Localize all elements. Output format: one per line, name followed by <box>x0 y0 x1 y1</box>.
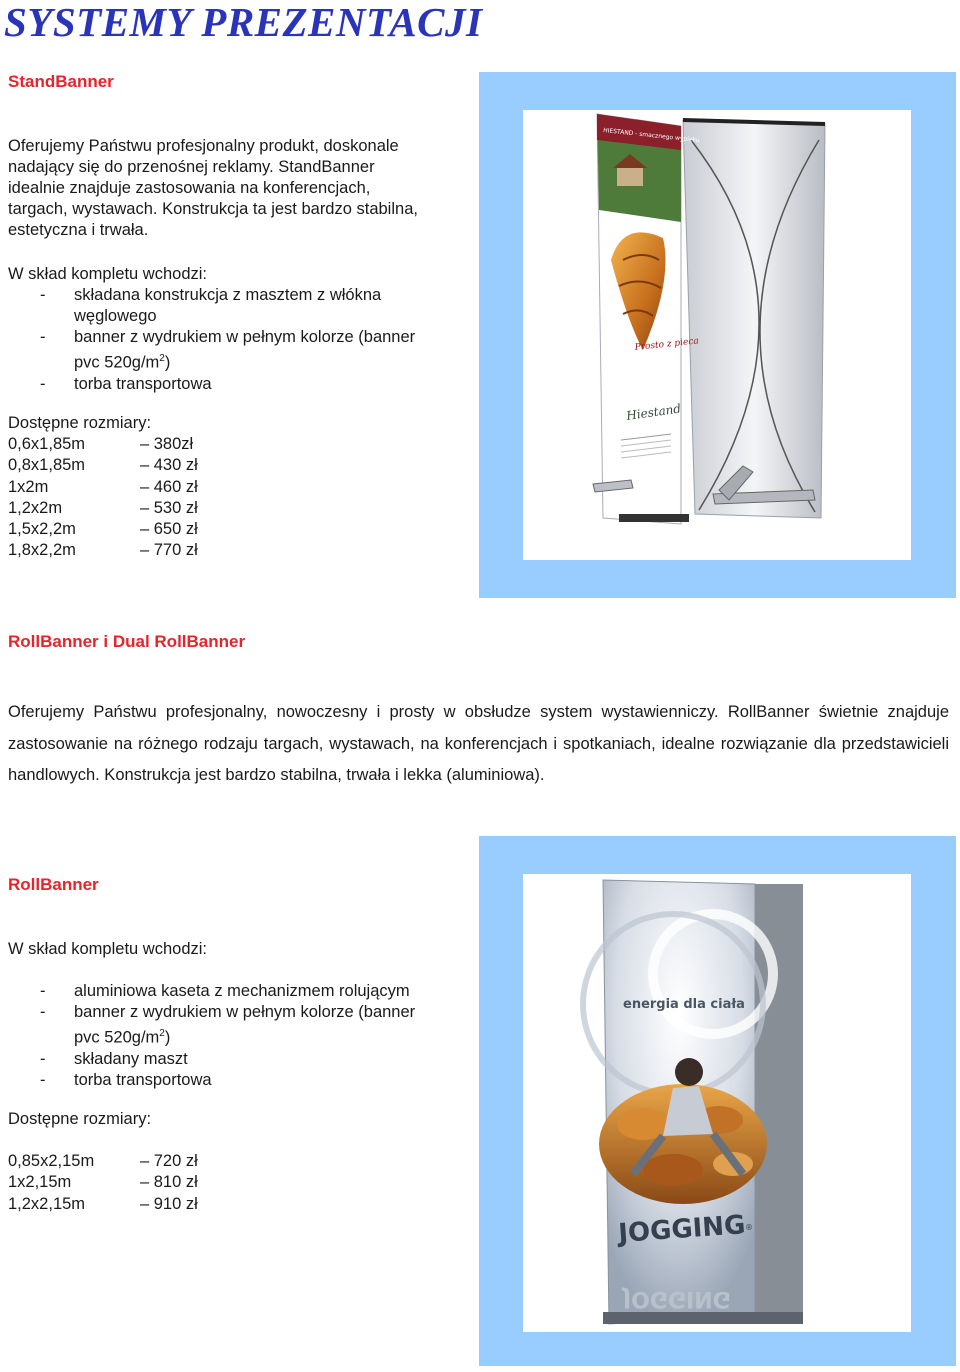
banner-slogan: energia dla ciała <box>623 997 745 1012</box>
standbanner-photo-frame <box>479 72 956 598</box>
list-item: - banner z wydrukiem w pełnym kolorze (banner pvc $520g/m^2$) <box>40 328 416 372</box>
rollbanner-photo <box>523 874 911 1332</box>
intro-line: nadający się do przenośnej reklamy. StandBanner <box>8 158 375 176</box>
rollbanner-kit-list <box>8 981 415 1091</box>
banner-brand-reflection: JOGGING <box>623 1286 731 1311</box>
intro-line: idealnie znajduje zastosowania na konferencjach, <box>8 179 371 197</box>
list-item: - składany maszt <box>40 1049 188 1068</box>
intro-line: Oferujemy Państwu profesjonalny produkt, doskonale <box>8 137 399 155</box>
banner-script-text: Prosto z pieca <box>634 336 700 353</box>
rollbanner-heading: RollBanner <box>8 875 99 894</box>
rollbanner-dual-text: Oferujemy Państwu profesjonalny, nowoczesny i prosty w obsłudze system wystawienniczy. RollBanner świetnie znajduje zastosowanie na różnego rodzaju targach, wystawach, na konferencjach i spotkaniach, idealne rozwiązanie dla przedstawicieli handlowych. Konstrukcja jest bardzo stabilna, trwała i lekka (aluminiowa). <box>8 703 949 784</box>
list-item: - banner z wydrukiem w pełnym kolorze (banner pvc $520g/m^2$) <box>40 1003 416 1047</box>
page-title: SYSTEMY PREZENTACJI <box>4 0 483 45</box>
list-item: - składana konstrukcja z masztem z włókna węglowego <box>40 286 382 325</box>
rollbanner-dual-heading: RollBanner i Dual RollBanner <box>8 632 246 651</box>
banner-brand-mark: ® <box>745 1223 753 1232</box>
banner-logo: Hiestand <box>625 401 682 423</box>
intro-line: estetyczna i trwała. <box>8 221 149 239</box>
standbanner-kit-label: W skład kompletu wchodzi: <box>8 265 207 283</box>
standbanner-kit-list <box>8 285 415 395</box>
intro-line: targach, wystawach. Konstrukcja ta jest bardzo stabilna, <box>8 200 418 218</box>
standbanner-photo <box>523 110 911 560</box>
standbanner-heading: StandBanner <box>8 72 114 91</box>
rollbanner-kit-label: W skład kompletu wchodzi: <box>8 940 207 958</box>
rollbanner-photo-frame <box>479 836 956 1366</box>
banner-top-text: HIESTAND - smacznego wypieku <box>602 127 700 145</box>
list-item: - aluminiowa kaseta z mechanizmem rolującym <box>40 982 410 1000</box>
rollbanner-sizes-label: Dostępne rozmiary: <box>8 1110 152 1128</box>
banner-brand: JOGGING <box>617 1210 747 1249</box>
list-item: - torba transportowa <box>40 374 212 393</box>
standbanner-sizes-label: Dostępne rozmiary: <box>8 414 152 432</box>
list-item: - torba transportowa <box>40 1070 212 1089</box>
standbanner-intro <box>8 136 418 241</box>
